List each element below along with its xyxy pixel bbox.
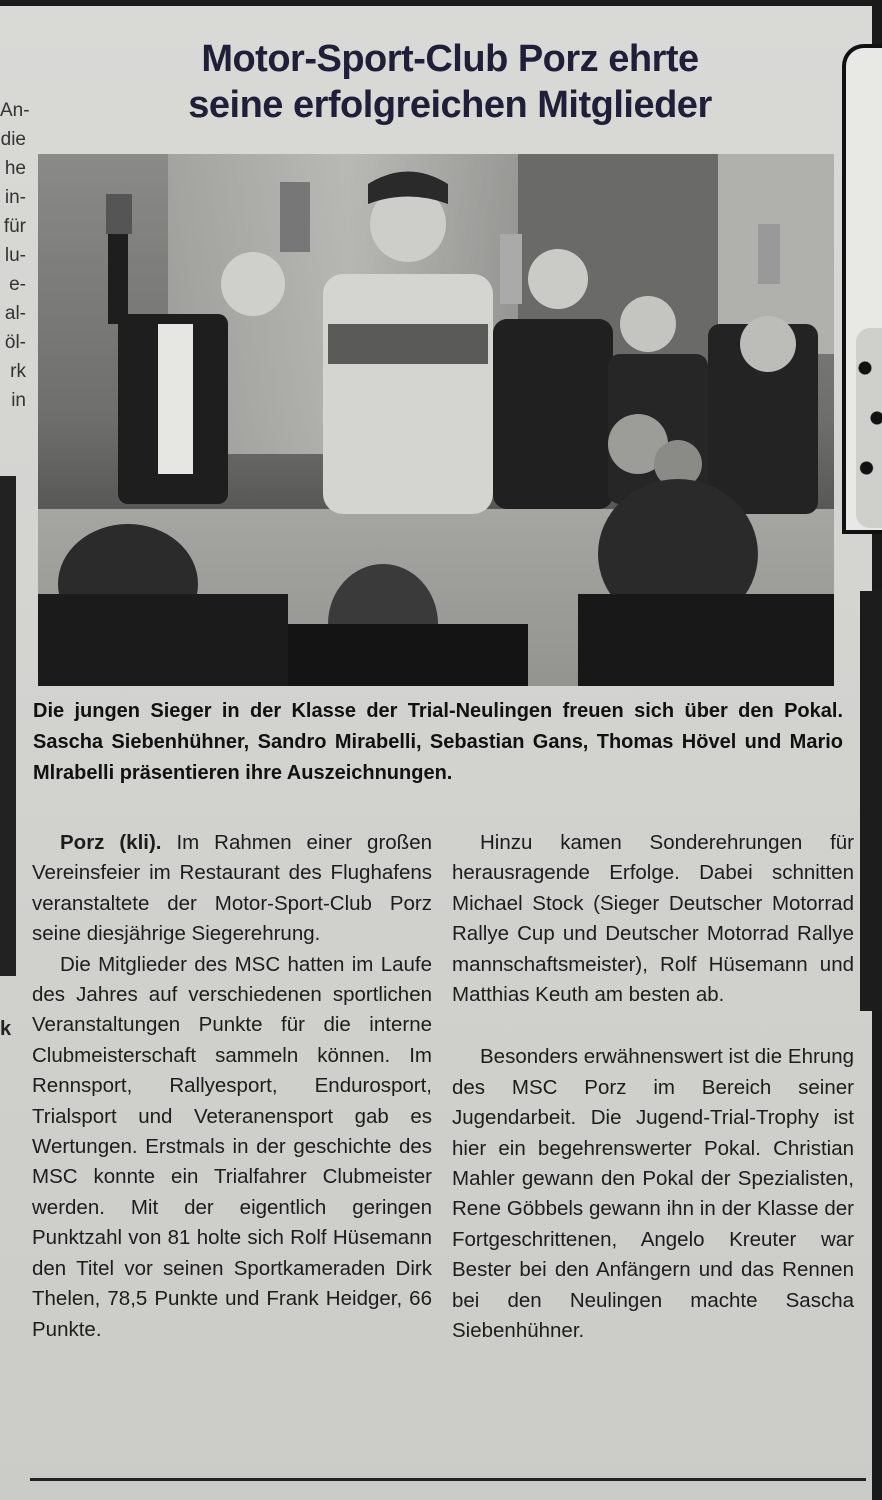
newspaper-page [0, 6, 872, 1500]
article-paragraph: Die Mitglieder des MSC hatten im Laufe des Jahres auf verschiedenen sportlichen Veranstaltungen Punkte für die interne Clubmeisterschaft sammeln können. Im Rennsport, Rallyesport, Endurosport, Trialsport und Veteranensport gab es Wertungen. Erstmals in der geschichte des MSC konnte ein Trialfahrer Clubmeister werden. Mit der eigentlich geringen Punktzahl von 81 holte sich Rolf Hüsemann den Titel vor seinen Sportkameraden Dirk Thelen, 78,5 Punkte und Frank Heidger, 66 Punkte. [32, 952, 432, 1341]
article-paragraph: Hinzu kamen Sonderehrungen für herausragende Erfolge. Dabei schnitten Michael Stock (Sieger Deutscher Motorrad Rallye Cup und Deutscher Motorrad Rallye mannschaftsmeister), Rolf Hüsemann und Matthias Keuth am besten ab. [452, 831, 854, 1007]
article-photo [38, 154, 834, 686]
article-paragraph: Porz (kli). Im Rahmen einer großen Vereinsfeier im Restaurant des Flughafens veranstaltete der Motor-Sport-Club Porz seine diesjährige Siegerehrung. [32, 831, 433, 946]
giraffe-pattern-graphic [856, 328, 882, 528]
award-ceremony-photo [38, 154, 834, 686]
adjacent-photo-edge-right [860, 591, 882, 1011]
bottom-rule [30, 1478, 866, 1481]
article-column-left [32, 828, 432, 1345]
adjacent-column-fragment: An- die he in- für lu- e- al- öl- rk in [0, 100, 30, 411]
article-headline [60, 36, 840, 128]
adjacent-ad-frame [842, 44, 882, 534]
headline-line-1: Motor-Sport-Club Porz ehrte [201, 38, 699, 80]
headline-line-2: seine erfolgreichen Mitglieder [188, 84, 712, 126]
adjacent-photo-edge [0, 476, 16, 976]
photo-caption: Die jungen Sieger in der Klasse der Trial-Neulingen freuen sich über den Pokal. Sascha Siebenhühner, Sandro Mirabelli, Sebastian Gans, Thomas Hövel und Mario Mlrabelli präsentieren ihre Auszeichnungen. [33, 700, 843, 784]
adjacent-fragment-letter: k [0, 1018, 12, 1040]
article-column-right [452, 828, 854, 1347]
article-paragraph: Besonders erwähnenswert ist die Ehrung des MSC Porz im Bereich seiner Jugendarbeit. Die Jugend-Trial-Trophy ist hier ein begehrenswerter Pokal. Christian Mahler gewann den Pokal der Spezialisten, Rene Göbbels gewann ihn in der Klasse der Fortgeschrittenen, Angelo Kreuter war Bester bei den Anfängern und das Rennen bei den Neulingen machte Sascha Siebenhühner. [452, 1045, 854, 1343]
dateline: Porz (kli). [60, 831, 162, 854]
